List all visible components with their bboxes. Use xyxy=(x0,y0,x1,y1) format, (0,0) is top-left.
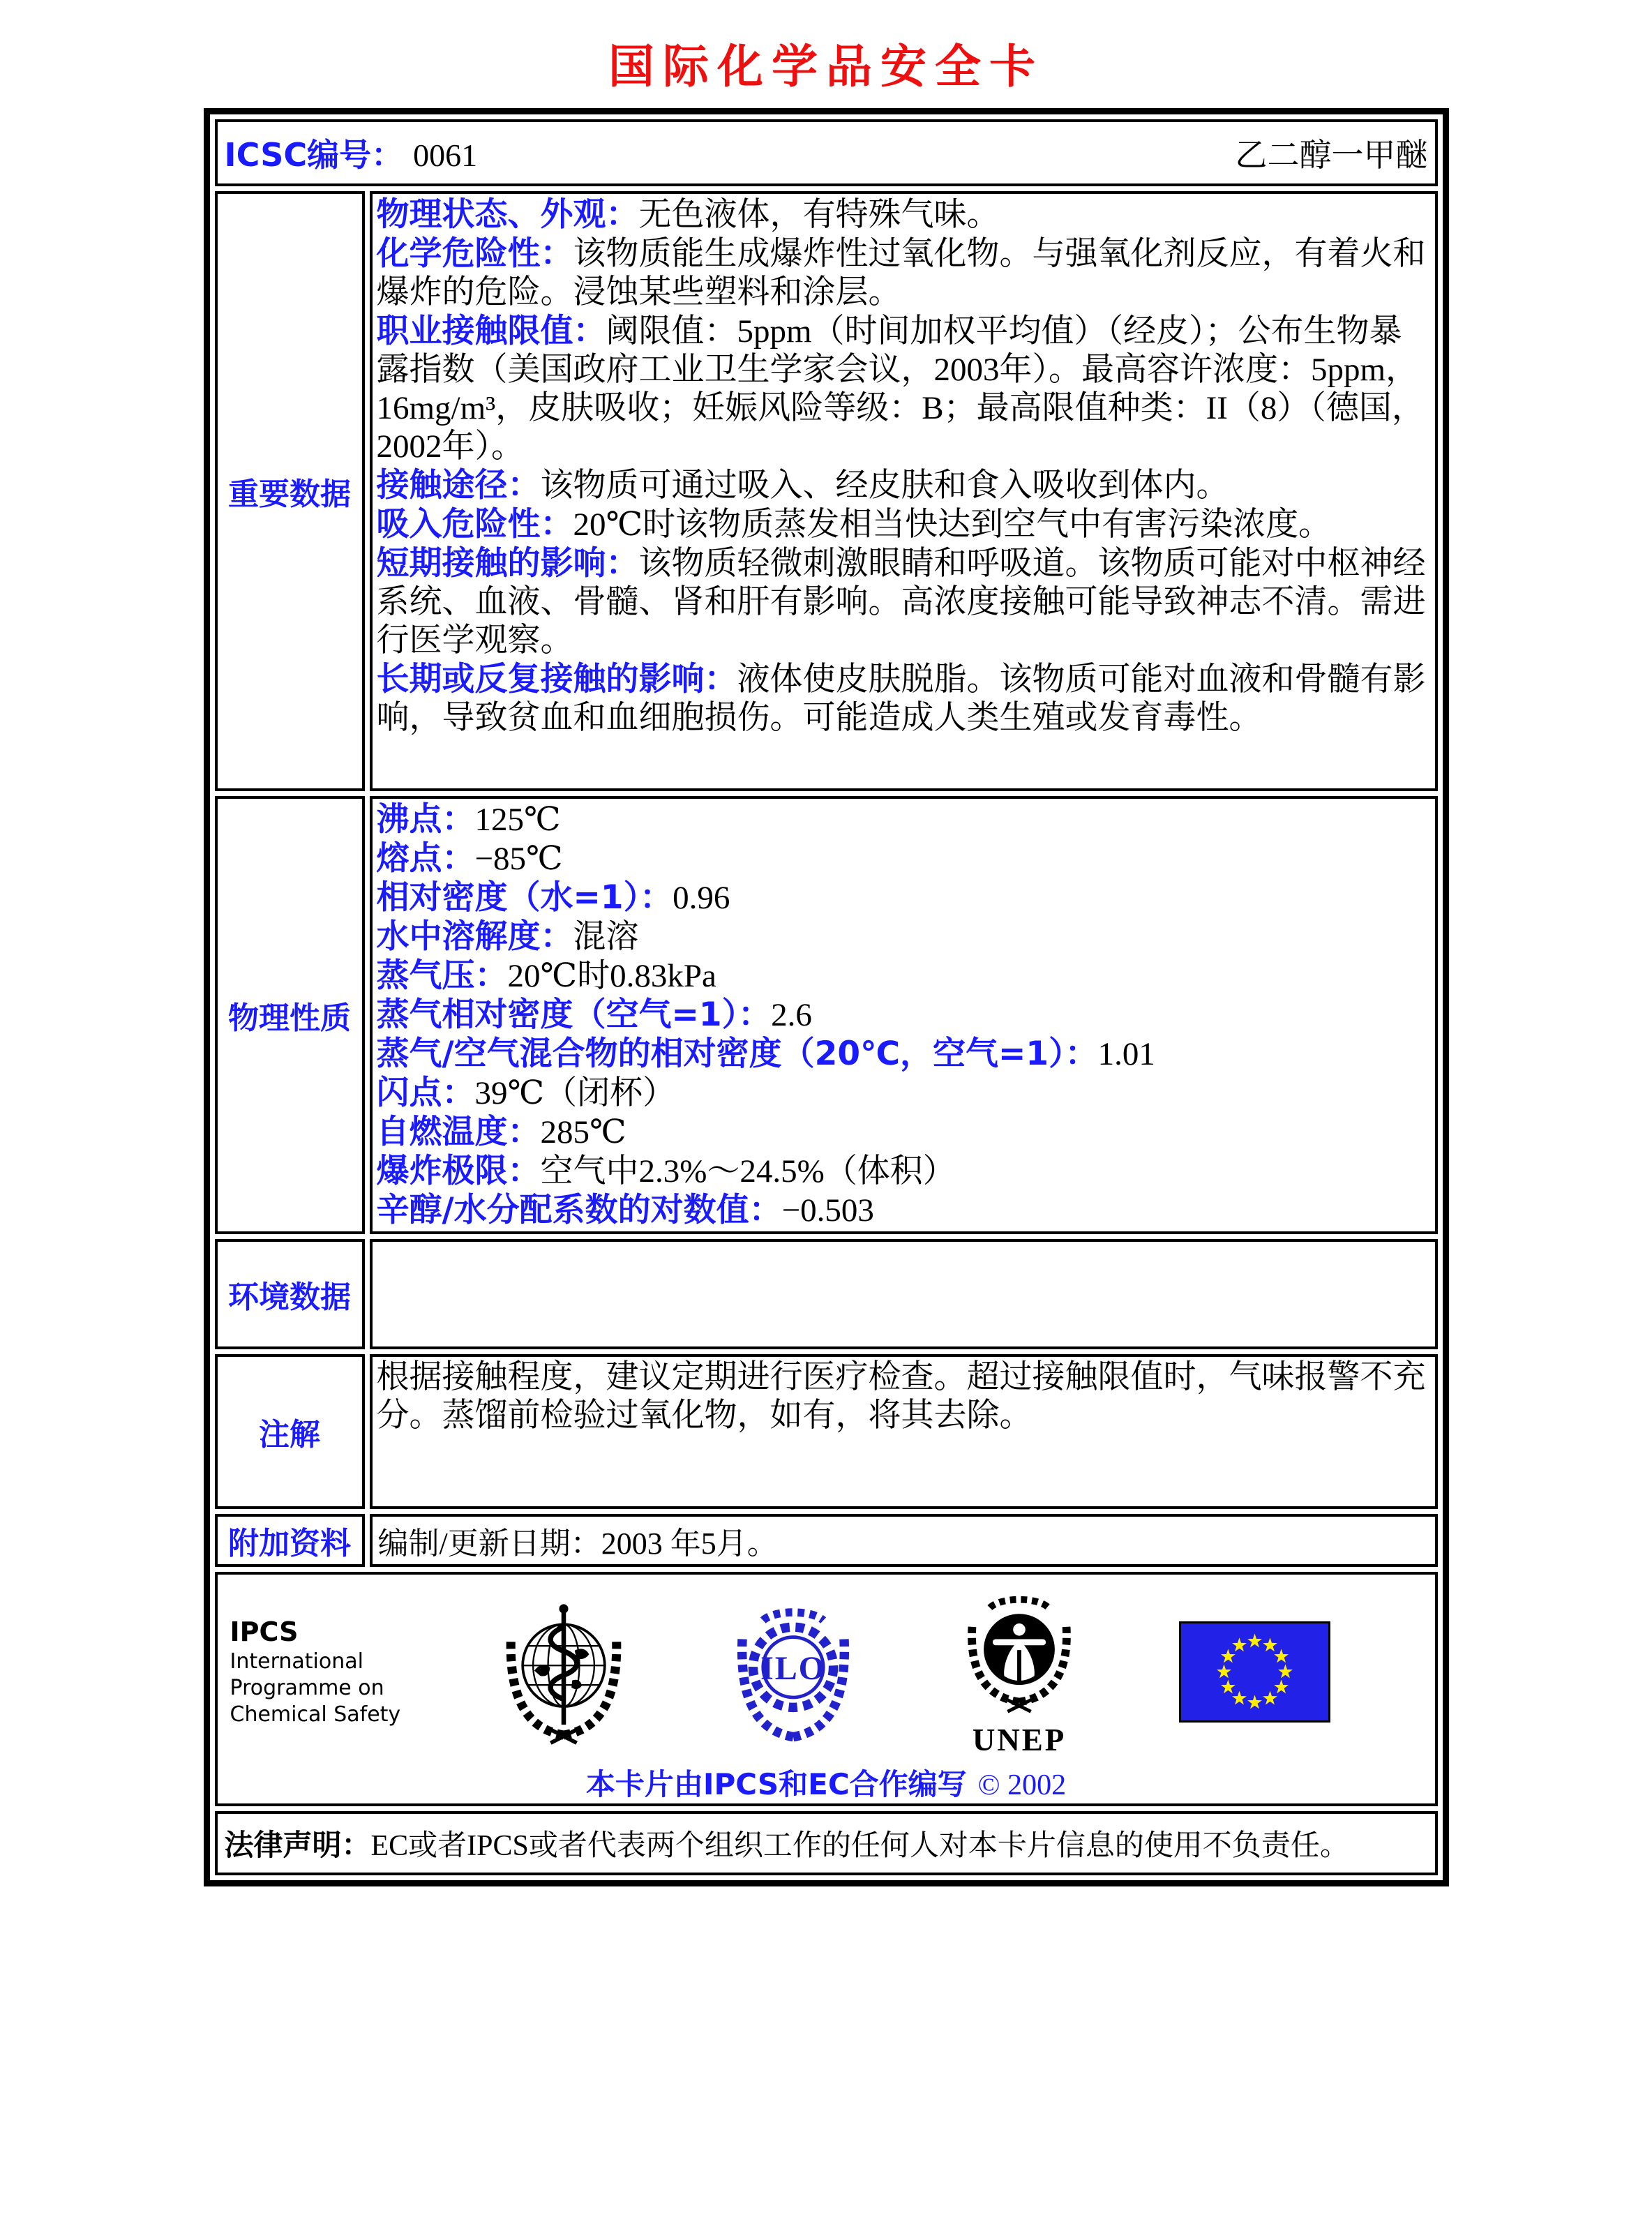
property-value: 0.96 xyxy=(673,880,730,916)
ipcs-text-block xyxy=(230,1615,401,1728)
property-value: 39℃（闭杯） xyxy=(474,1075,676,1111)
physical-property-row xyxy=(377,1152,1429,1191)
important-item xyxy=(377,466,1429,505)
physical-property-row xyxy=(377,917,1429,956)
property-text: 该物质可通过吸入、经皮肤和食入吸收到体内。 xyxy=(540,467,1229,504)
cooperation-caption xyxy=(218,1762,1435,1803)
property-label: 蒸气/空气混合物的相对密度（20℃，空气=1）： xyxy=(376,1035,1098,1073)
property-text: 液体使皮肤脱脂。该物质可能对血液和骨髓有影响，导致贫血和血细胞损伤。可能造成人类生殖或发育毒性。 xyxy=(376,661,1426,736)
ipcs-abbr: IPCS xyxy=(230,1616,299,1647)
physical-property-row xyxy=(377,800,1429,839)
page-title: 国际化学品安全卡 xyxy=(608,42,1044,93)
important-item xyxy=(377,544,1429,660)
physical-properties-content xyxy=(370,796,1438,1234)
row-label-environmental-data: 环境数据 xyxy=(215,1239,365,1349)
property-value: 混溶 xyxy=(573,919,639,955)
logos-row-cell xyxy=(215,1572,1438,1806)
property-label: 辛醇/水分配系数的对数值： xyxy=(376,1191,782,1229)
row-label-physical-properties: 物理性质 xyxy=(215,796,365,1234)
important-item xyxy=(377,505,1429,544)
eu-flag-icon xyxy=(1179,1621,1330,1723)
property-value: 285℃ xyxy=(540,1114,626,1150)
important-data-content xyxy=(370,191,1438,791)
physical-property-row xyxy=(377,996,1429,1035)
row-label-additional-information: 附加资料 xyxy=(215,1514,365,1567)
ilo-icon xyxy=(726,1593,860,1750)
property-label: 化学危险性： xyxy=(376,234,573,273)
property-text: 无色液体，有特殊气味。 xyxy=(638,197,1000,233)
legal-notice-label: 法律声明： xyxy=(224,1828,371,1862)
ipcs-line: International xyxy=(230,1649,363,1674)
update-date-text: 编制/更新日期：2003 年5月。 xyxy=(377,1526,778,1561)
copyright-text: © 2002 xyxy=(977,1769,1067,1801)
property-label: 物理状态、外观： xyxy=(376,195,639,234)
legal-row xyxy=(215,1811,1438,1875)
property-value: 空气中2.3%～24.5%（体积） xyxy=(540,1153,956,1190)
environmental-data-content xyxy=(370,1239,1438,1349)
property-label: 长期或反复接触的影响： xyxy=(376,660,737,698)
property-label: 短期接触的影响： xyxy=(376,544,639,583)
unep-icon xyxy=(954,1584,1084,1759)
icsc-number-value: 0061 xyxy=(413,137,478,173)
property-value: 20℃时0.83kPa xyxy=(507,958,716,994)
property-label: 蒸气相对密度（空气=1）： xyxy=(376,996,772,1034)
property-label: 吸入危险性： xyxy=(376,505,573,543)
who-icon xyxy=(495,1597,632,1747)
physical-property-row xyxy=(377,878,1429,917)
physical-property-row xyxy=(377,1191,1429,1230)
additional-information-content xyxy=(370,1514,1438,1567)
notes-text: 根据接触程度，建议定期进行医疗检查。超过接触限值时，气味报警不充分。蒸馏前检验过氧化物，如有，将其去除。 xyxy=(376,1359,1426,1434)
property-label: 水中溶解度： xyxy=(376,917,573,956)
legal-notice-text: EC或者IPCS或者代表两个组织工作的任何人对本卡片信息的使用不负责任。 xyxy=(370,1830,1349,1862)
property-label: 接触途径： xyxy=(376,466,541,504)
important-item xyxy=(377,312,1429,466)
icsc-table xyxy=(204,108,1449,1886)
property-text: 该物质能生成爆炸性过氧化物。与强氧化剂反应，有着火和爆炸的危险。浸蚀某些塑料和涂层。 xyxy=(376,236,1426,310)
notes-content xyxy=(370,1354,1438,1509)
physical-property-row xyxy=(377,839,1429,878)
property-label: 闪点： xyxy=(376,1074,475,1112)
row-label-important-data: 重要数据 xyxy=(215,191,365,791)
property-label: 职业接触限值： xyxy=(376,312,606,350)
property-label: 熔点： xyxy=(376,839,475,878)
property-label: 沸点： xyxy=(376,800,475,839)
physical-property-row xyxy=(377,1074,1429,1113)
ilo-letters: ILO xyxy=(760,1649,826,1687)
logos-row xyxy=(218,1575,1435,1759)
property-text: 20℃时该物质蒸发相当快达到空气中有害污染浓度。 xyxy=(573,507,1332,543)
property-text: 阈限值：5ppm（时间加权平均值）（经皮）；公布生物暴露指数（美国政府工业卫生学家会议，2003年）。最高容许浓度：5ppm，16mg/m³，皮肤吸收；妊娠风险等级：B；最高限值种类：II（8）（德国，2002年）。 xyxy=(376,313,1425,465)
important-item xyxy=(377,195,1429,234)
ipcs-line: Programme on xyxy=(230,1676,384,1700)
icsc-number-label: ICSC编号： xyxy=(224,136,404,174)
physical-property-row xyxy=(377,956,1429,996)
row-label-notes: 注解 xyxy=(215,1354,365,1509)
important-item xyxy=(377,234,1429,312)
property-text: 该物质轻微刺激眼睛和呼吸道。该物质可能对中枢神经系统、血液、骨髓、肾和肝有影响。高浓度接触可能导致神志不清。需进行医学观察。 xyxy=(376,546,1426,659)
physical-property-row xyxy=(377,1113,1429,1152)
property-label: 蒸气压： xyxy=(376,956,508,995)
property-label: 相对密度（水=1）： xyxy=(376,878,673,917)
property-value: 125℃ xyxy=(474,802,561,838)
property-value: 1.01 xyxy=(1097,1036,1155,1072)
unep-letters: UNEP xyxy=(973,1723,1067,1758)
property-value: 2.6 xyxy=(771,997,812,1033)
property-value: −0.503 xyxy=(781,1192,874,1229)
header-row xyxy=(215,119,1438,186)
important-item xyxy=(377,660,1429,737)
physical-property-row xyxy=(377,1035,1429,1074)
property-label: 自燃温度： xyxy=(376,1113,541,1151)
ipcs-line: Chemical Safety xyxy=(230,1702,401,1727)
icsc-number-group xyxy=(225,130,478,176)
cooperation-caption-text: 本卡片由IPCS和EC合作编写 xyxy=(585,1767,967,1801)
chemical-name: 乙二醇一甲醚 xyxy=(1235,137,1428,173)
property-label: 爆炸极限： xyxy=(376,1152,541,1190)
property-value: −85℃ xyxy=(474,841,563,877)
